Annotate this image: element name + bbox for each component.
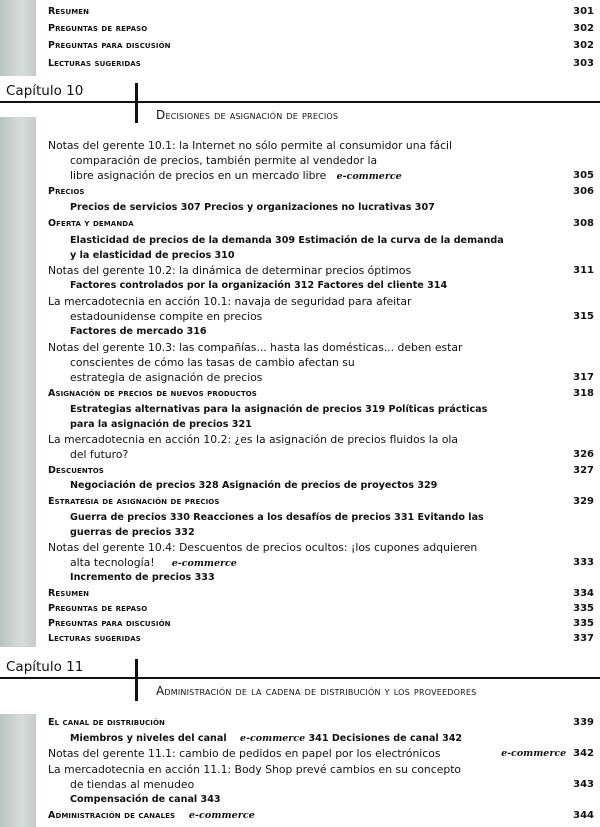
left-margin-strip-chapter10 xyxy=(0,117,36,647)
chapter-rule xyxy=(0,677,600,679)
ecommerce-tag: e-commerce xyxy=(240,733,306,744)
left-margin-strip-chapter11 xyxy=(0,714,36,827)
left-margin-strip-top xyxy=(0,0,36,76)
chapter-rule xyxy=(0,101,600,103)
ecommerce-tag: e-commerce xyxy=(188,810,255,821)
ecommerce-tag: e-commerce xyxy=(336,171,402,182)
ecommerce-tag: e-commerce xyxy=(501,748,567,759)
chapter-title: Administración de la cadena de distribución y los proveedores xyxy=(156,684,477,698)
chapter-divider xyxy=(135,659,138,701)
chapter-title: Decisiones de asignación de precios xyxy=(156,108,339,122)
chapter-label: Capítulo 11 xyxy=(6,659,84,675)
chapter-label: Capítulo 10 xyxy=(6,83,84,99)
ecommerce-tag: e-commerce xyxy=(171,558,237,569)
chapter-divider xyxy=(135,83,138,123)
